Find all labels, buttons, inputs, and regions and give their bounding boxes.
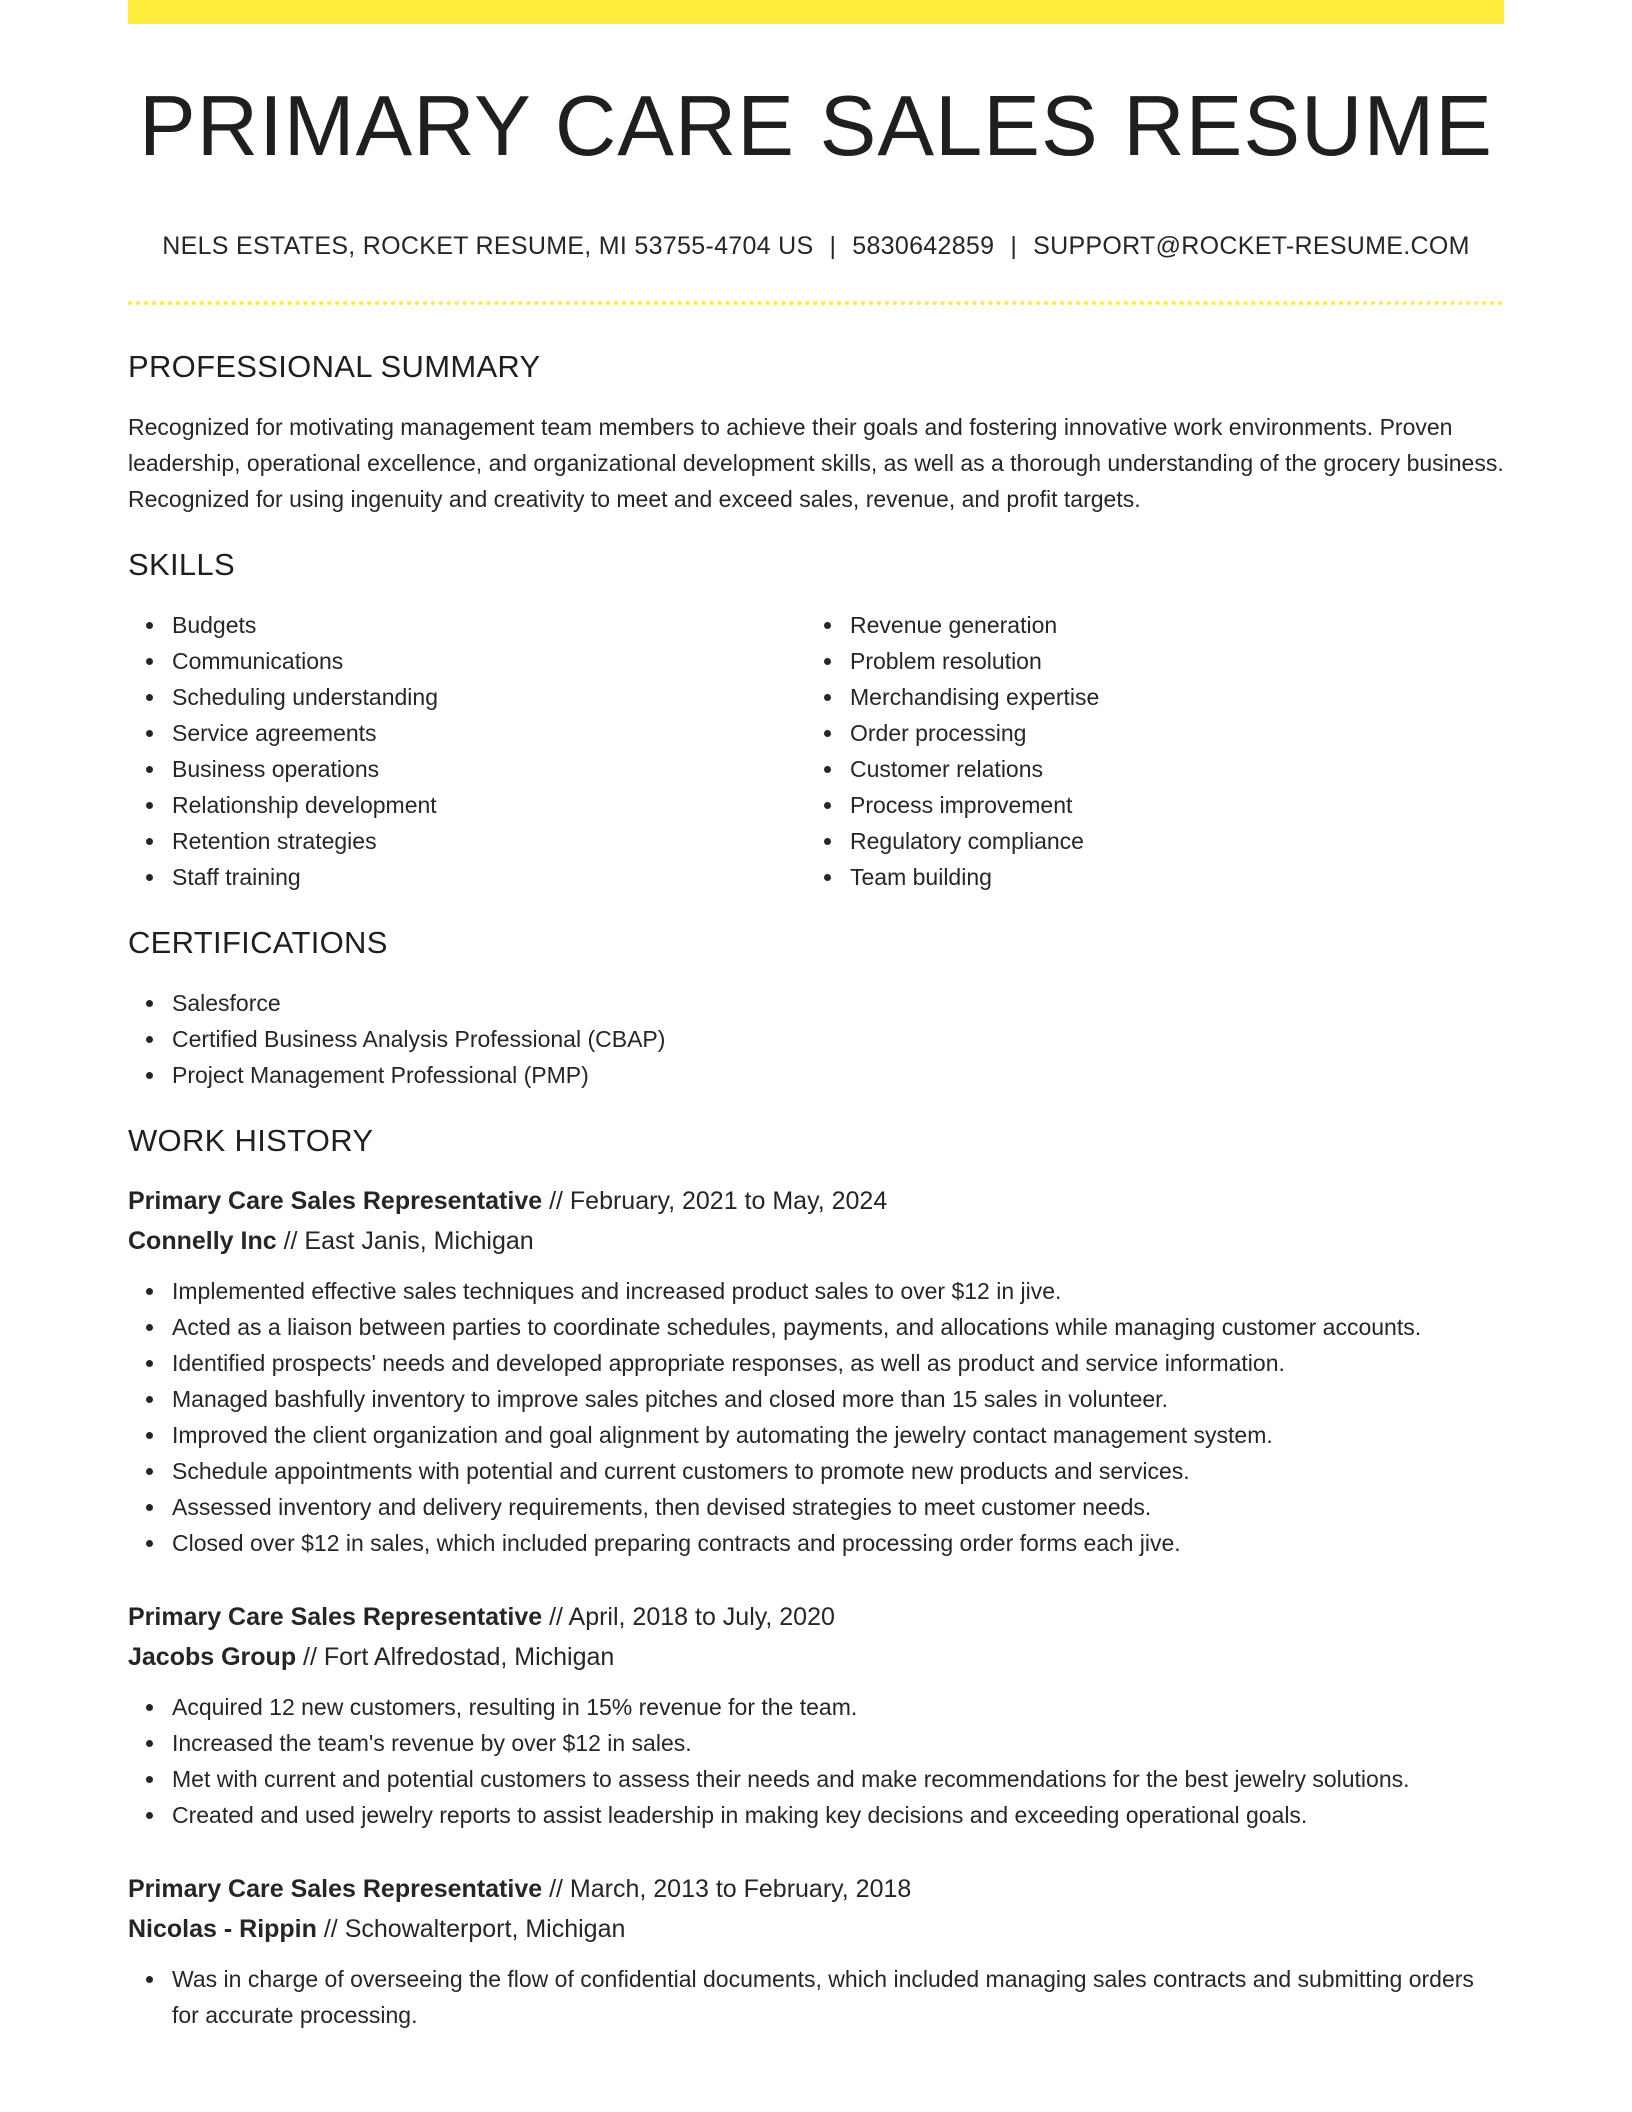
skill-item: Scheduling understanding xyxy=(172,679,806,715)
job-location: // Schowalterport, Michigan xyxy=(316,1914,626,1943)
job-bullet: Closed over $12 in sales, which included preparing contracts and processing order forms each jive. xyxy=(172,1525,1504,1561)
job-title-line xyxy=(128,1181,1504,1221)
job-company-line xyxy=(128,1909,1504,1949)
job-bullet-list xyxy=(128,1273,1504,1561)
job-title: Primary Care Sales Representative xyxy=(128,1602,543,1631)
skill-item: Customer relations xyxy=(850,751,1484,787)
job-entry xyxy=(128,1181,1504,1561)
job-company-line xyxy=(128,1221,1504,1261)
certification-item: Certified Business Analysis Professional (CBAP) xyxy=(172,1021,1504,1057)
dotted-divider xyxy=(128,301,1504,305)
skill-item: Regulatory compliance xyxy=(850,823,1484,859)
contact-line xyxy=(128,232,1504,261)
job-title-line xyxy=(128,1869,1504,1909)
page-title: PRIMARY CARE SALES RESUME xyxy=(139,79,1493,174)
job-company: Nicolas - Rippin xyxy=(128,1914,317,1943)
job-bullet: Assessed inventory and delivery requirements, then devised strategies to meet customer needs. xyxy=(172,1489,1504,1525)
job-bullet-list xyxy=(128,1961,1504,2033)
contact-separator: | xyxy=(1010,231,1018,260)
skill-item: Problem resolution xyxy=(850,643,1484,679)
skill-item: Business operations xyxy=(172,751,806,787)
skill-item: Retention strategies xyxy=(172,823,806,859)
skills-column-right xyxy=(806,607,1484,895)
skill-item: Order processing xyxy=(850,715,1484,751)
job-title-line xyxy=(128,1597,1504,1637)
contact-separator: | xyxy=(829,231,837,260)
resume-page xyxy=(128,0,1504,2033)
work-history-section xyxy=(128,1123,1504,2033)
job-dates: // April, 2018 to July, 2020 xyxy=(542,1602,835,1631)
job-entry xyxy=(128,1869,1504,2033)
skill-item: Merchandising expertise xyxy=(850,679,1484,715)
skill-item: Budgets xyxy=(172,607,806,643)
job-bullet: Was in charge of overseeing the flow of confidential documents, which included managing sales contracts and submitting orders for accurate processing. xyxy=(172,1961,1504,2033)
job-location: // Fort Alfredostad, Michigan xyxy=(296,1642,615,1671)
certification-item: Project Management Professional (PMP) xyxy=(172,1057,1504,1093)
summary-text: Recognized for motivating management team members to achieve their goals and fostering innovative work environments. Proven leadership, operational excellence, and organizational development skills, as well as a thorough understanding of the grocery business. Recognized for using ingenuity and creativity to meet and exceed sales, revenue, and profit targets. xyxy=(128,413,1504,512)
work-history-heading: WORK HISTORY xyxy=(128,1122,374,1158)
job-dates: // March, 2013 to February, 2018 xyxy=(542,1874,912,1903)
job-bullet: Identified prospects' needs and developed appropriate responses, as well as product and service information. xyxy=(172,1345,1504,1381)
skills-list-left xyxy=(128,607,806,895)
job-bullet: Increased the team's revenue by over $12 in sales. xyxy=(172,1725,1504,1761)
certifications-heading: CERTIFICATIONS xyxy=(128,924,388,960)
skill-item: Team building xyxy=(850,859,1484,895)
job-bullet: Created and used jewelry reports to assist leadership in making key decisions and exceeding operational goals. xyxy=(172,1797,1504,1833)
job-dates: // February, 2021 to May, 2024 xyxy=(542,1186,888,1215)
certifications-list xyxy=(128,985,1504,1093)
job-bullet: Schedule appointments with potential and current customers to promote new products and services. xyxy=(172,1453,1504,1489)
skill-item: Staff training xyxy=(172,859,806,895)
job-title: Primary Care Sales Representative xyxy=(128,1186,543,1215)
skills-section xyxy=(128,547,1504,895)
contact-email: SUPPORT@ROCKET-RESUME.COM xyxy=(1033,231,1470,260)
job-bullet: Acted as a liaison between parties to coordinate schedules, payments, and allocations while managing customer accounts. xyxy=(172,1309,1504,1345)
skill-item: Service agreements xyxy=(172,715,806,751)
job-bullet: Met with current and potential customers to assess their needs and make recommendations for the best jewelry solutions. xyxy=(172,1761,1504,1797)
job-bullet: Implemented effective sales techniques and increased product sales to over $12 in jive. xyxy=(172,1273,1504,1309)
certifications-section xyxy=(128,925,1504,1093)
skill-item: Communications xyxy=(172,643,806,679)
job-bullet-list xyxy=(128,1689,1504,1833)
skills-grid xyxy=(128,607,1504,895)
summary-section xyxy=(128,349,1504,517)
job-company: Jacobs Group xyxy=(128,1642,297,1671)
skill-item: Process improvement xyxy=(850,787,1484,823)
job-company: Connelly Inc xyxy=(128,1226,277,1255)
certification-item: Salesforce xyxy=(172,985,1504,1021)
top-accent-bar xyxy=(128,0,1504,24)
job-entry xyxy=(128,1597,1504,1833)
skills-list-right xyxy=(806,607,1484,895)
skills-heading: SKILLS xyxy=(128,546,235,582)
contact-phone: 5830642859 xyxy=(852,231,995,260)
job-bullet: Managed bashfully inventory to improve sales pitches and closed more than 15 sales in volunteer. xyxy=(172,1381,1504,1417)
skill-item: Revenue generation xyxy=(850,607,1484,643)
job-bullet: Improved the client organization and goal alignment by automating the jewelry contact management system. xyxy=(172,1417,1504,1453)
job-title: Primary Care Sales Representative xyxy=(128,1874,543,1903)
job-company-line xyxy=(128,1637,1504,1677)
skills-column-left xyxy=(128,607,806,895)
summary-heading: PROFESSIONAL SUMMARY xyxy=(128,348,541,384)
job-bullet: Acquired 12 new customers, resulting in 15% revenue for the team. xyxy=(172,1689,1504,1725)
job-location: // East Janis, Michigan xyxy=(276,1226,534,1255)
skill-item: Relationship development xyxy=(172,787,806,823)
contact-address: NELS ESTATES, ROCKET RESUME, MI 53755-4704 US xyxy=(162,231,814,260)
